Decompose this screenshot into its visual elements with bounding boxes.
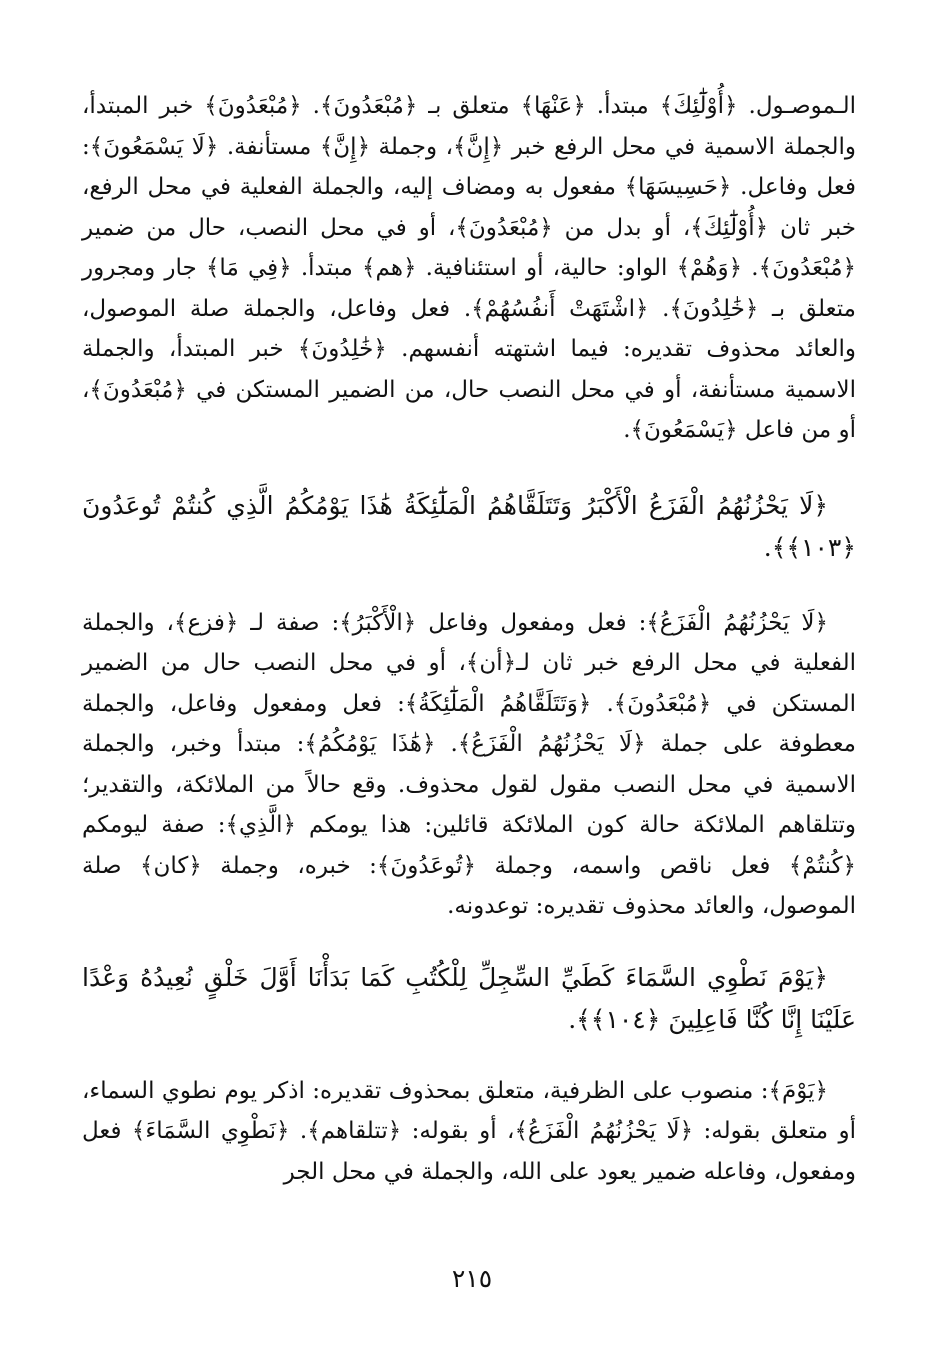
page-number: ٢١٥ — [451, 1264, 493, 1293]
commentary-paragraph-1: الـموصـول. ﴿أُوْلَٰٓئِكَ﴾ مبتدأ. ﴿عَنْهَا﴾ متعلق بـ ﴿مُبْعَدُونَ﴾. ﴿مُبْعَدُونَ﴾ خبر المبتدأ، والجملة الاسمية في محل الرفع خبر ﴿إِنَّ﴾، وجملة ﴿إِنَّ﴾ مستأنفة. ﴿لَا يَسْمَعُونَ﴾: فعل وفاعل. ﴿حَسِيسَهَا﴾ مفعول به ومضاف إليه، والجملة الفعلية في محل الرفع، خبر ثان ﴿أُوْلَٰٓئِكَ﴾، أو بدل من ﴿مُبْعَدُونَ﴾، أو في محل النصب، حال من ضمير ﴿مُبْعَدُونَ﴾. ﴿وَهُمْ﴾ الواو: حالية، أو استئنافية. ﴿هم﴾ مبتدأ. ﴿فِي مَا﴾ جار ومجرور متعلق بـ ﴿خَٰلِدُونَ﴾. ﴿اشْتَهَتْ أَنفُسُهُمْ﴾. فعل وفاعل، والجملة صلة الموصول، والعائد محذوف تقديره: فيما اشتهته أنفسهم. ﴿خَٰلِدُونَ﴾ خبر المبتدأ، والجملة الاسمية مستأنفة، أو في محل النصب حال، من الضمير المستكن في ﴿مُبْعَدُونَ﴾، أو من فاعل ﴿يَسْمَعُونَ﴾. — [82, 93, 856, 443]
spacer — [82, 569, 856, 603]
spacer — [82, 927, 856, 957]
quran-verse-103: ﴿لَا يَحْزُنُهُمُ الْفَزَعُ الْأَكْبَرُ وَتَتَلَقَّاهُمُ الْمَلَٰٓئِكَةُ هَٰذَا يَوْمُكُمُ الَّذِي كُنتُمْ تُوعَدُونَ ﴿١٠٣﴾﴾. — [82, 490, 856, 562]
quran-verse-104: ﴿يَوْمَ نَطْوِي السَّمَاءَ كَطَيِّ السِّجِلِّ لِلْكُتُبِ كَمَا بَدَأْنَا أَوَّلَ خَلْقٍ نُعِيدُهُ وَعْدًا عَلَيْنَا إِنَّا كُنَّا فَاعِلِينَ ﴿١٠٤﴾﴾. — [82, 962, 856, 1034]
commentary-paragraph-2: ﴿لَا يَحْزُنُهُمُ الْفَزَعُ﴾: فعل ومفعول وفاعل ﴿الْأَكْبَرُ﴾: صفة لـ ﴿فزع﴾، والجملة الفعلية في محل الرفع خبر ثان لـ﴿أن﴾، أو في محل النصب حال من الضمير المستكن في ﴿مُبْعَدُونَ﴾. ﴿وَتَتَلَقَّاهُمُ الْمَلَٰٓئِكَةُ﴾: فعل ومفعول وفاعل، والجملة معطوفة على جملة ﴿لَا يَحْزُنُهُمُ الْفَزَعُ﴾. ﴿هَٰذَا يَوْمُكُمُ﴾: مبتدأ وخبر، والجملة الاسمية في محل النصب مقول لقول محذوف. وقع حالاً من الملائكة، والتقدير؛ وتتلقاهم الملائكة حالة كون الملائكة قائلين: هذا يومكم ﴿الَّذِي﴾: صفة ليومكم ﴿كُنتُمْ﴾ فعل ناقص واسمه، وجملة ﴿تُوعَدُونَ﴾: خبره، وجملة ﴿كان﴾ صلة الموصول، والعائد محذوف تقديره: توعدونه. — [82, 609, 856, 919]
spacer — [82, 451, 856, 485]
spacer — [82, 1041, 856, 1071]
commentary-paragraph-3: ﴿يَوْمَ﴾: منصوب على الظرفية، متعلق بمحذوف تقديره: اذكر يوم نطوي السماء، أو متعلق بقوله: ﴿لَا يَحْزُنُهُمُ الْفَزَعُ﴾، أو بقوله: ﴿تتلقاهم﴾. ﴿نَطْوِي السَّمَاءَ﴾ فعل ومفعول، وفاعله ضمير يعود على الله، والجملة في محل الجر — [82, 1077, 856, 1185]
